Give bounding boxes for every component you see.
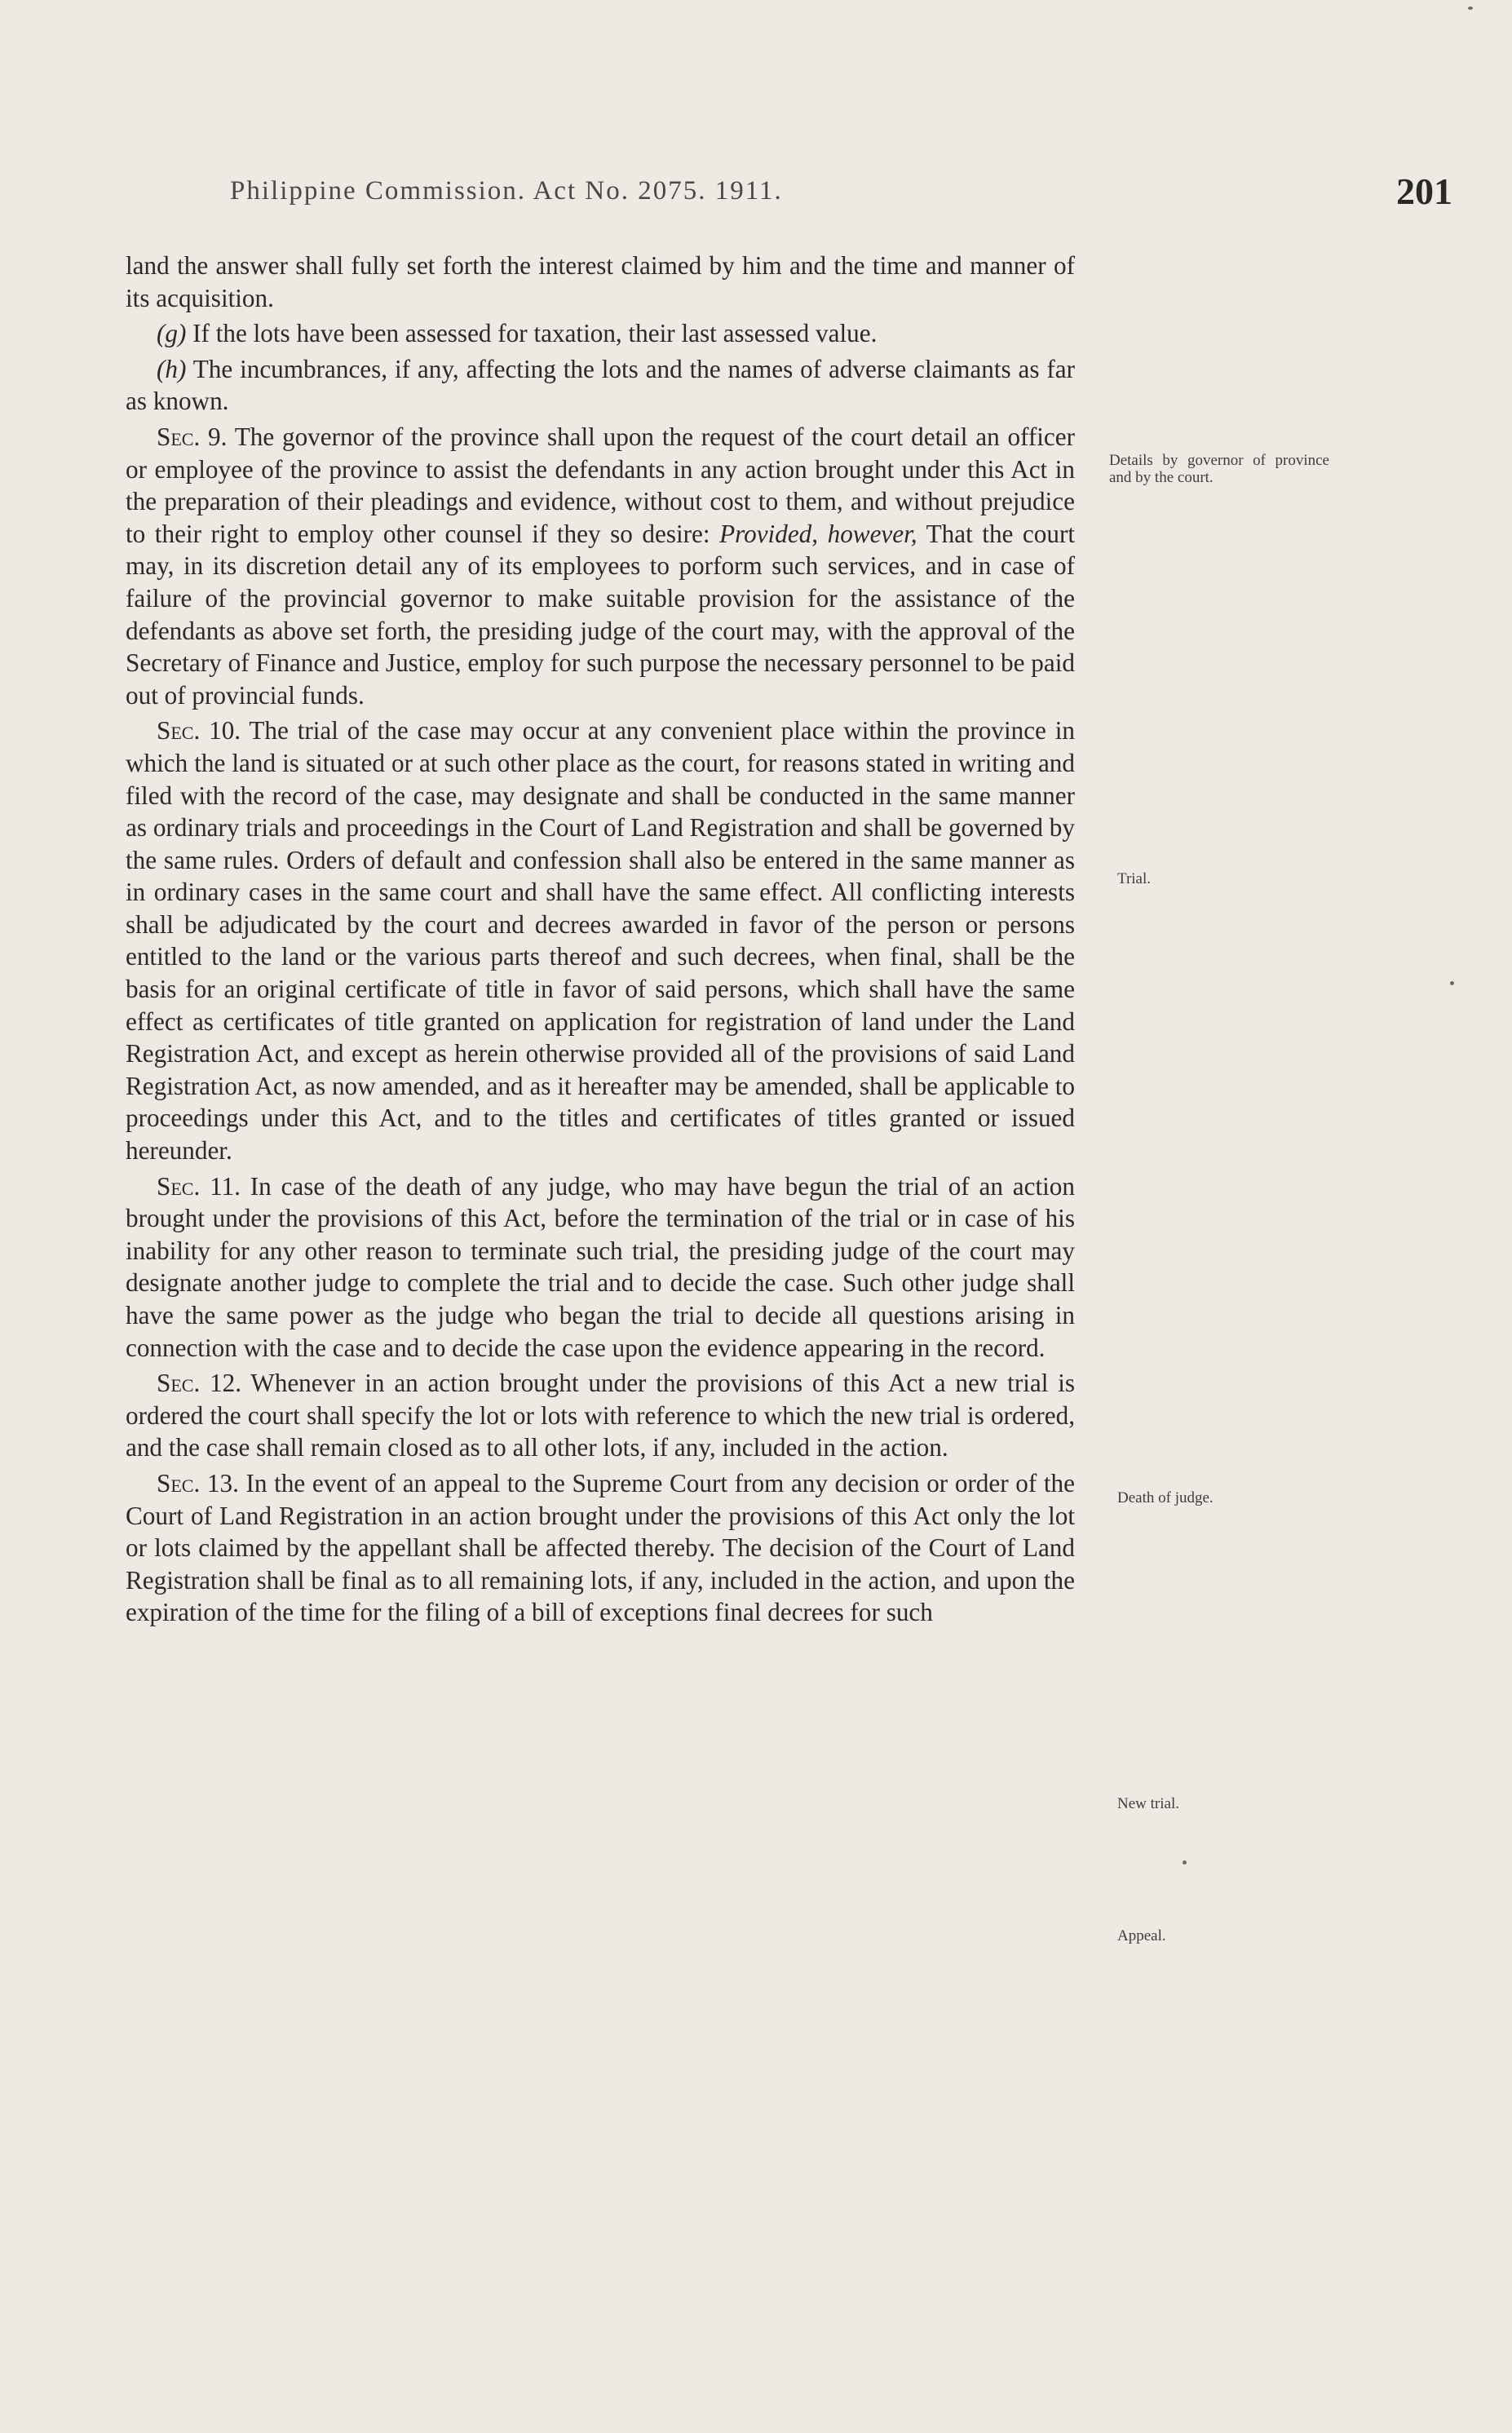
- paragraph-h: [126, 353, 1075, 418]
- margin-note-death-of-judge: Death of judge.: [1117, 1489, 1214, 1506]
- running-head: Philippine Commission. Act No. 2075. 1911.: [230, 176, 783, 206]
- paragraph-g: [126, 317, 1075, 350]
- section-label: Sec. 13.: [157, 1468, 239, 1497]
- paragraph-text: The incumbrances, if any, affecting the lots and the names of adverse claimants as far as known.: [126, 354, 1075, 416]
- body-text: [126, 250, 1075, 1632]
- margin-notes: [1101, 0, 1346, 2433]
- paper-speck: [1468, 7, 1473, 10]
- section-text: The trial of the case may occur at any convenient place within the province in which the land is situated or at such other place as the court, for reasons stated in writing and filed with the record of the case, may designate and shall be conducted in the same manner as ordinary trials and proceedings in the Court of Land Registration and shall be governed by the same rules. Orders of default and confession shall also be entered in the same manner as in ordinary cases in the same court and shall have the same effect. All conflicting interests shall be adjudicated by the court and decrees awarded in favor of the person or persons entitled to the land or the various parts thereof and such decrees, when final, shall be the basis for an original certificate of title in favor of said persons, which shall have the same effect as certificates of title granted on application for registration of land under the Land Registration Act, and except as herein otherwise provided all of the provisions of said Land Registration Act, as now amended, and as it hereafter may be amended, shall be applicable to proceedings under this Act, and to the titles and certificates of titles granted or issued hereunder.: [126, 716, 1075, 1166]
- section-11: [126, 1170, 1075, 1365]
- section-text: In case of the death of any judge, who may have begun the trial of an action brought under the provisions of this Act, before the termination of the trial or in case of his inability for any other reason to terminate such trial, the presiding judge of the court may designate another judge to complete the trial and to decide the case. Such other judge shall have the same power as the judge who began the trial to decide all questions arising in connection with the case and to decide the case upon the evidence appearing in the record.: [126, 1171, 1075, 1362]
- section-label: Sec. 9.: [157, 422, 228, 451]
- section-10: [126, 714, 1075, 1166]
- paragraph-continuation: [126, 250, 1075, 314]
- page-number: 201: [1396, 170, 1452, 212]
- proviso: Provided, however,: [719, 519, 917, 548]
- section-text: That the court may, in its discretion detail any of its employees to porform such services, and in case of failure of the provincial governor to make suitable provision for the assistance of the defendants as above set forth, the presiding judge of the court may, with the approval of the Secretary of Finance and Justice, employ for such purpose the necessary personnel to be paid out of provincial funds.: [126, 519, 1076, 710]
- section-label: Sec. 11.: [157, 1171, 241, 1201]
- section-text: The governor of the province shall upon the request of the court detail an officer or employee of the province to assist the defendants in any action brought under this Act in the preparation of their pleadings and evidence, without cost to them, and without prejudice to their right to employ other counsel if they so desire:: [126, 422, 1075, 548]
- section-12: [126, 1367, 1075, 1464]
- clause-label: (h): [157, 354, 187, 383]
- margin-note-trial: Trial.: [1117, 870, 1152, 887]
- section-9: [126, 421, 1075, 711]
- paragraph-text: If the lots have been assessed for taxation, their last assessed value.: [186, 319, 878, 348]
- margin-note-appeal: Appeal.: [1117, 1927, 1166, 1944]
- margin-note-new-trial: New trial.: [1117, 1795, 1179, 1812]
- section-13: [126, 1467, 1075, 1629]
- paragraph-text: land the answer shall fully set forth the interest claimed by him and the time and manner of its acquisition.: [126, 251, 1075, 312]
- paper-speck: [1450, 981, 1454, 985]
- clause-label: (g): [157, 319, 187, 348]
- section-text: In the event of an appeal to the Supreme Court from any decision or order of the Court of Land Registration in an action brought under the provisions of this Act only the lot or lots claimed by the appellant shall be affected thereby. The decision of the Court of Land Registration shall be final as to all remaining lots, if any, included in the action, and upon the expiration of the time for the filing of a bill of exceptions final decrees for such: [126, 1468, 1075, 1627]
- section-text: Whenever in an action brought under the provisions of this Act a new trial is ordered the court shall specify the lot or lots with reference to which the new trial is ordered, and the case shall remain closed as to all other lots, if any, included in the action.: [126, 1369, 1075, 1462]
- section-label: Sec. 12.: [157, 1369, 242, 1398]
- paper-speck: [1183, 1860, 1187, 1865]
- section-label: Sec. 10.: [157, 716, 241, 745]
- margin-note-details: Details by governor of province and by the court.: [1109, 452, 1329, 486]
